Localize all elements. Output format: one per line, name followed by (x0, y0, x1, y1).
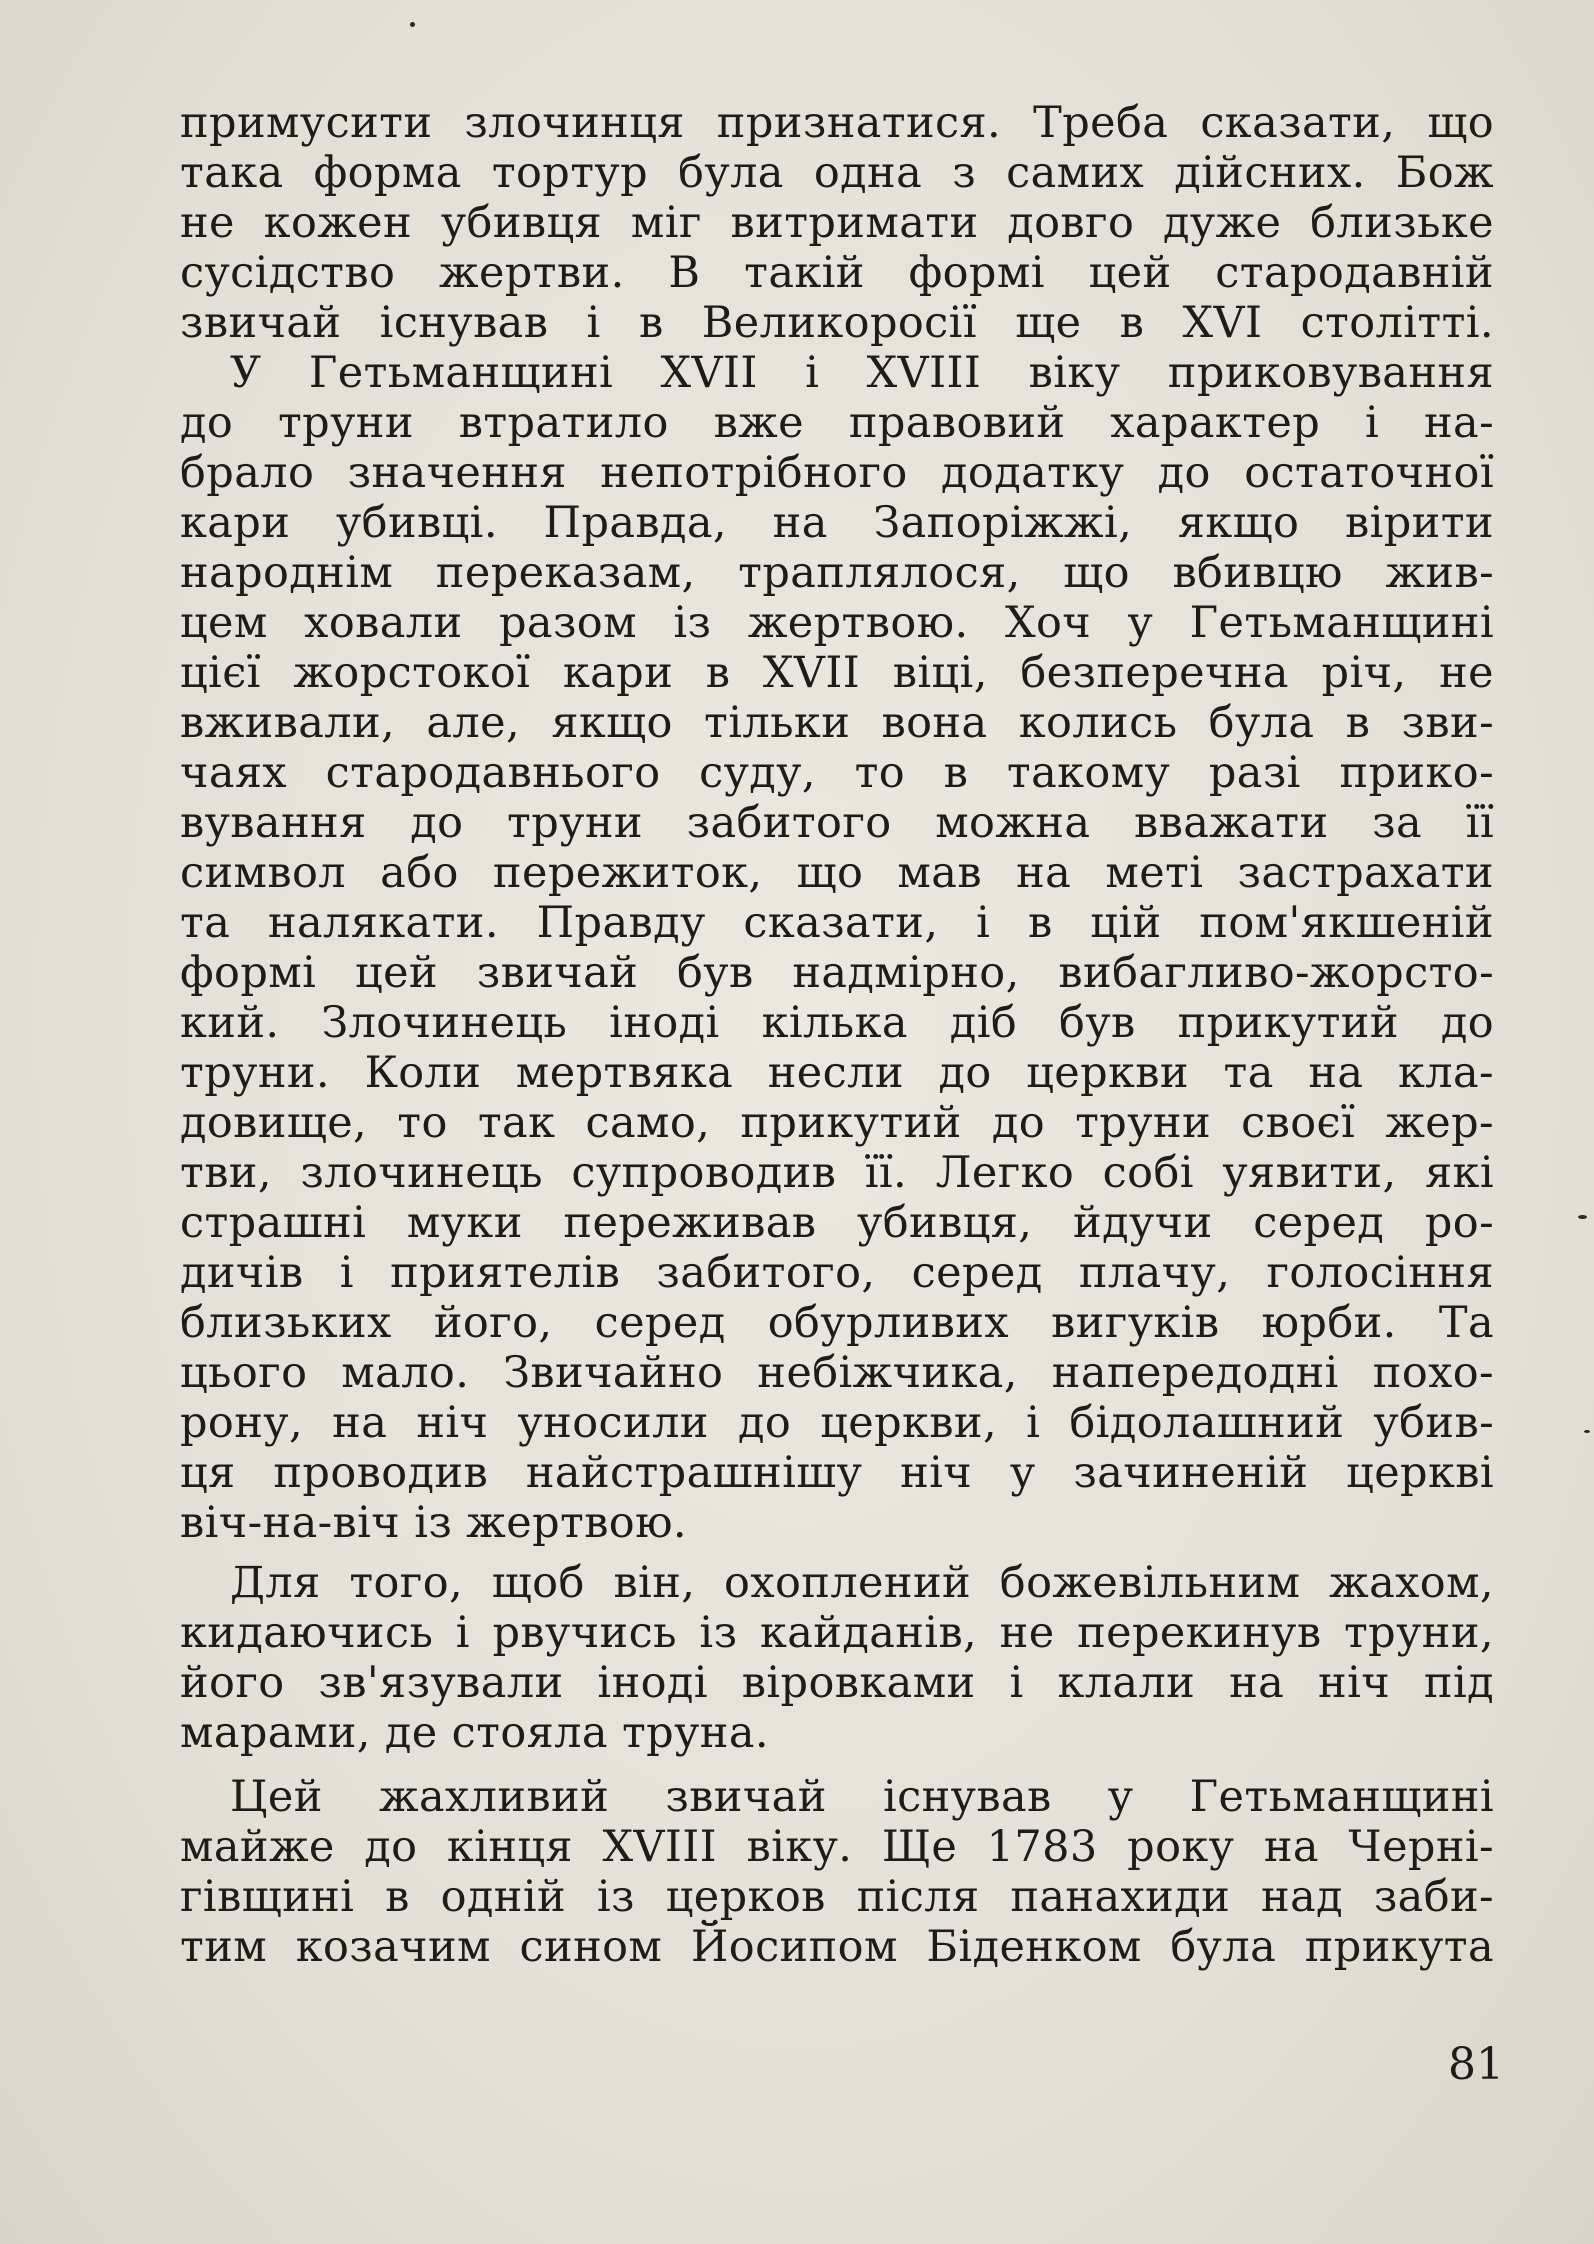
text-line: тим козачим сином Йосипом Біденком була прикута (180, 1922, 1494, 1972)
text-line: тви, злочинець супроводив її. Легко собі уявити, які (180, 1148, 1494, 1198)
text-line: символ або пережиток, що мав на меті застрахати (180, 848, 1494, 898)
paragraph-end-line: марами, де стояла труна. (180, 1708, 769, 1758)
text-line: вживали, але, якщо тільки вона колись була в зви- (180, 698, 1494, 748)
text-line: кари убивці. Правда, на Запоріжжі, якщо вірити (180, 498, 1494, 548)
text-line: цієї жорстокої кари в XVII віці, безперечна річ, не (180, 648, 1494, 698)
text-line: ця проводив найстрашнішу ніч у зачиненій церкві (180, 1448, 1494, 1498)
text-line: цього мало. Звичайно небіжчика, напередодні похо- (180, 1348, 1494, 1398)
text-line: кий. Злочинець іноді кілька діб був прикутий до (180, 998, 1494, 1048)
paragraph-end-line: віч-на-віч із жертвою. (180, 1498, 687, 1548)
text-line: його зв'язували іноді віровками і клали на ніч під (180, 1658, 1494, 1708)
text-line: майже до кінця XVIII віку. Ще 1783 року на Черні- (180, 1822, 1494, 1872)
page-text (180, 98, 1494, 1972)
print-speck (410, 22, 415, 27)
text-line: сусідство жертви. В такій формі цей стародавній (180, 248, 1494, 298)
text-line: дичів і приятелів забитого, серед плачу, голосіння (180, 1248, 1494, 1298)
text-line: близьких його, серед обурливих вигуків юрби. Та (180, 1298, 1494, 1348)
paragraph-start-line: У Гетьманщині XVII і XVIII віку приковування (230, 348, 1494, 398)
text-line: народнім переказам, траплялося, що вбивцю жив- (180, 548, 1494, 598)
text-line: не кожен убивця міг витримати довго дуже близьке (180, 198, 1494, 248)
paragraph-start-line: Для того, щоб він, охоплений божевільним жахом, (230, 1558, 1494, 1608)
paragraph-start-line: Цей жахливий звичай існував у Гетьманщині (230, 1772, 1494, 1822)
text-line: та налякати. Правду сказати, і в цій пом'якшеній (180, 898, 1494, 948)
page-number: 81 (1448, 2039, 1504, 2090)
text-line: страшні муки переживав убивця, йдучи серед ро- (180, 1198, 1494, 1248)
text-line: до труни втратило вже правовий характер і на- (180, 398, 1494, 448)
text-line: брало значення непотрібного додатку до остаточної (180, 448, 1494, 498)
text-line: довище, то так само, прикутий до труни своєї жер- (180, 1098, 1494, 1148)
text-line: чаях стародавнього суду, то в такому разі прико- (180, 748, 1494, 798)
text-line: кидаючись і рвучись із кайданів, не перекинув труни, (180, 1608, 1494, 1658)
print-speck (1584, 1430, 1590, 1433)
text-line: цем ховали разом із жертвою. Хоч у Гетьманщині (180, 598, 1494, 648)
text-line: така форма тортур була одна з самих дійсних. Бож (180, 148, 1494, 198)
text-line: рону, на ніч уносили до церкви, і бідолашний убив- (180, 1398, 1494, 1448)
text-line: вування до труни забитого можна вважати за її (180, 798, 1494, 848)
text-line: примусити злочинця признатися. Треба сказати, що (180, 98, 1494, 148)
print-speck (1578, 1215, 1587, 1219)
text-line: формі цей звичай був надмірно, вибагливо-жорсто- (180, 948, 1494, 998)
text-line: гівщині в одній із церков після панахиди над заби- (180, 1872, 1494, 1922)
text-line: звичай існував і в Великоросії ще в XVI столітті. (180, 298, 1494, 348)
text-line: труни. Коли мертвяка несли до церкви та на кла- (180, 1048, 1494, 1098)
